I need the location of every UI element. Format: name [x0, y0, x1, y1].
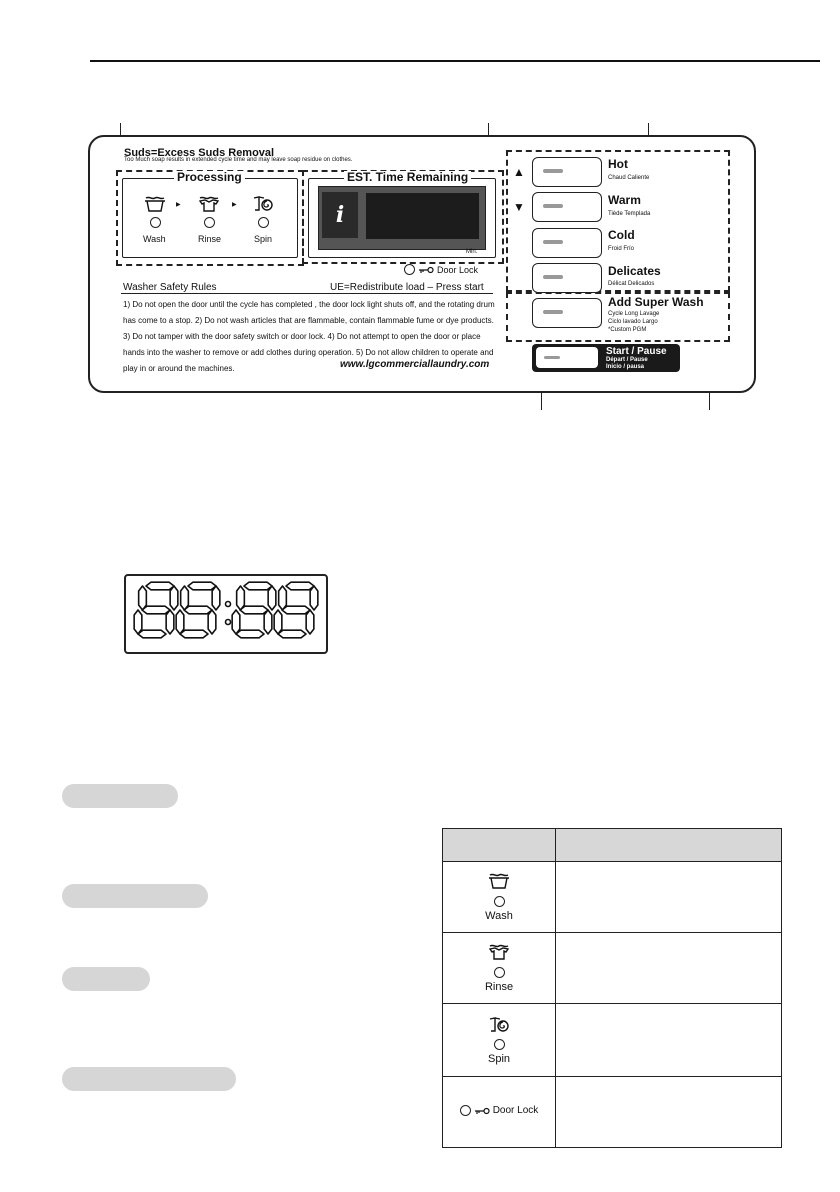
digit-2-segment-g [240, 606, 268, 614]
arrow-down-icon[interactable]: ▼ [513, 200, 525, 214]
rinse-indicator-led [494, 967, 505, 978]
digit-1-segment-e [176, 610, 184, 634]
add-super-wash-button[interactable] [532, 298, 602, 328]
digit-1-segment-b [212, 586, 220, 610]
suds-title: Suds=Excess Suds Removal [124, 147, 275, 159]
table-rinse-label: Rinse [484, 981, 514, 993]
hot-sublabel: Chaud Caliente [608, 175, 650, 181]
wash-tub-icon [488, 872, 510, 890]
table-icon-cell [443, 933, 556, 1004]
delicates-sublabel: Délicat Delicados [608, 281, 655, 287]
digit-0-segment-c [166, 610, 174, 634]
wash-tub-icon [144, 195, 166, 213]
digit-3-segment-f [279, 586, 287, 610]
table-row [443, 1004, 782, 1077]
digit-1-segment-g [184, 606, 212, 614]
key-icon [474, 1107, 490, 1115]
colon-dot-1 [226, 620, 231, 625]
table-row [443, 862, 782, 933]
info-icon: i [322, 192, 358, 238]
digit-3-segment-b [310, 586, 318, 610]
section-pill-3 [62, 967, 150, 991]
table-header-cell [443, 829, 556, 862]
table-description-cell [556, 1004, 782, 1077]
start-pause-sub2: Inicio / pausa [606, 364, 645, 370]
step-arrow-icon: ▶ [232, 202, 237, 208]
suds-subtitle: Too Much soap results in extended cycle time and may leave soap residue on clothes. [124, 157, 353, 163]
rinse-indicator-led [204, 217, 215, 228]
table-row [443, 933, 782, 1004]
digit-3-segment-g [282, 606, 310, 614]
safety-rules-text: 1) Do not open the door until the cycle has completed , the door lock light shuts off, and the rotating drum has come to a stop. 2) Do not wash articles that are flammable, contain flammable fume or dye products. 3) Do not tamper with the door safety switch or door lock. 4) Do not attempt to open the door or place hands into the washer to remove or add clothes during operation. 5) Do not allow children to operate and play in or around the machines. [123, 300, 495, 373]
delicates-label: Delicates [608, 264, 661, 278]
table-door-lock-label: Door Lock [492, 1105, 539, 1116]
delicates-button[interactable] [532, 263, 602, 293]
minutes-label: Min. [466, 249, 478, 255]
super-wash-sub2: Ciclo lavado Largo [608, 319, 658, 325]
seven-segment-digits [128, 578, 320, 646]
digit-0-segment-b [170, 586, 178, 610]
spin-icon [252, 194, 274, 212]
super-wash-sub3: *Custom PGM [608, 327, 647, 333]
safety-title: Washer Safety Rules [123, 282, 217, 293]
warm-button[interactable] [532, 192, 602, 222]
digit-3-segment-e [274, 610, 282, 634]
digit-2-segment-e [232, 610, 240, 634]
wash-label: Wash [143, 234, 166, 244]
warm-sublabel: Tiède Templada [608, 211, 651, 217]
warm-label: Warm [608, 193, 641, 207]
lcd-screen [366, 193, 479, 239]
colon-dot-0 [226, 602, 231, 607]
table-description-cell [556, 862, 782, 933]
table-spin-label: Spin [487, 1053, 511, 1065]
door-lock-label: Door Lock [437, 264, 479, 275]
table-icon-cell [443, 1004, 556, 1077]
digit-0-segment-g [142, 606, 170, 614]
step-arrow-icon: ▶ [176, 202, 181, 208]
start-pause-label-group [606, 346, 667, 371]
processing-title: Processing [174, 171, 245, 183]
start-pause-sub1: Départ / Pause [606, 357, 648, 363]
wash-indicator-led [494, 896, 505, 907]
cold-label: Cold [608, 228, 635, 242]
start-pause-label: Start / Pause [606, 346, 667, 357]
spin-label: Spin [254, 234, 273, 244]
section-pill-1 [62, 784, 178, 808]
digit-2-segment-d [236, 630, 264, 638]
digit-3-segment-d [278, 630, 306, 638]
start-pause-button[interactable] [536, 347, 598, 368]
digit-2-segment-b [268, 586, 276, 610]
arrow-up-icon[interactable]: ▲ [513, 165, 525, 179]
website-label: www.lgcommerciallaundry.com [340, 359, 490, 370]
cold-button[interactable] [532, 228, 602, 258]
ue-message: UE=Redistribute load – Press start [330, 282, 484, 293]
digit-2-segment-a [244, 582, 272, 590]
spin-indicator-led [494, 1039, 505, 1050]
digit-2-segment-c [264, 610, 272, 634]
super-wash-label: Add Super Wash [608, 295, 704, 309]
digit-0-segment-f [139, 586, 147, 610]
door-lock-led [460, 1105, 471, 1116]
digit-0-segment-a [146, 582, 174, 590]
super-wash-sub1: Cycle Long Lavage [608, 311, 660, 317]
table-description-cell [556, 1077, 782, 1148]
digit-3-segment-a [286, 582, 314, 590]
table-wash-label: Wash [485, 910, 513, 922]
digit-2-segment-f [237, 586, 245, 610]
door-lock-indicator [404, 264, 478, 275]
digit-3-segment-c [306, 610, 314, 634]
table-header-cell [556, 829, 782, 862]
cold-sublabel: Froid Frío [608, 246, 635, 252]
table-door-lock [460, 1105, 539, 1116]
spin-icon [488, 1015, 510, 1033]
est-title: EST. Time Remaining [344, 171, 471, 183]
table-icon-cell [443, 862, 556, 933]
digit-1-segment-f [181, 586, 189, 610]
table-description-cell [556, 933, 782, 1004]
rinse-label: Rinse [198, 234, 222, 244]
section-pill-2 [62, 884, 208, 908]
rinse-shirt-icon [488, 943, 510, 961]
safety-divider [121, 293, 493, 294]
header-rule [90, 60, 820, 62]
key-icon [418, 266, 434, 274]
hot-label: Hot [608, 157, 628, 171]
table-header-row [443, 829, 782, 862]
digit-1-segment-a [188, 582, 216, 590]
section-pill-4 [62, 1067, 236, 1091]
table-icon-cell [443, 1077, 556, 1148]
spin-indicator-led [258, 217, 269, 228]
table-row [443, 1077, 782, 1148]
indicator-table [442, 828, 782, 1148]
hot-button[interactable] [532, 157, 602, 187]
wash-indicator-led [150, 217, 161, 228]
rinse-shirt-icon [198, 195, 220, 213]
digit-1-segment-d [180, 630, 208, 638]
door-lock-led [404, 264, 415, 275]
digit-1-segment-c [208, 610, 216, 634]
digit-0-segment-d [138, 630, 166, 638]
digit-0-segment-e [134, 610, 142, 634]
